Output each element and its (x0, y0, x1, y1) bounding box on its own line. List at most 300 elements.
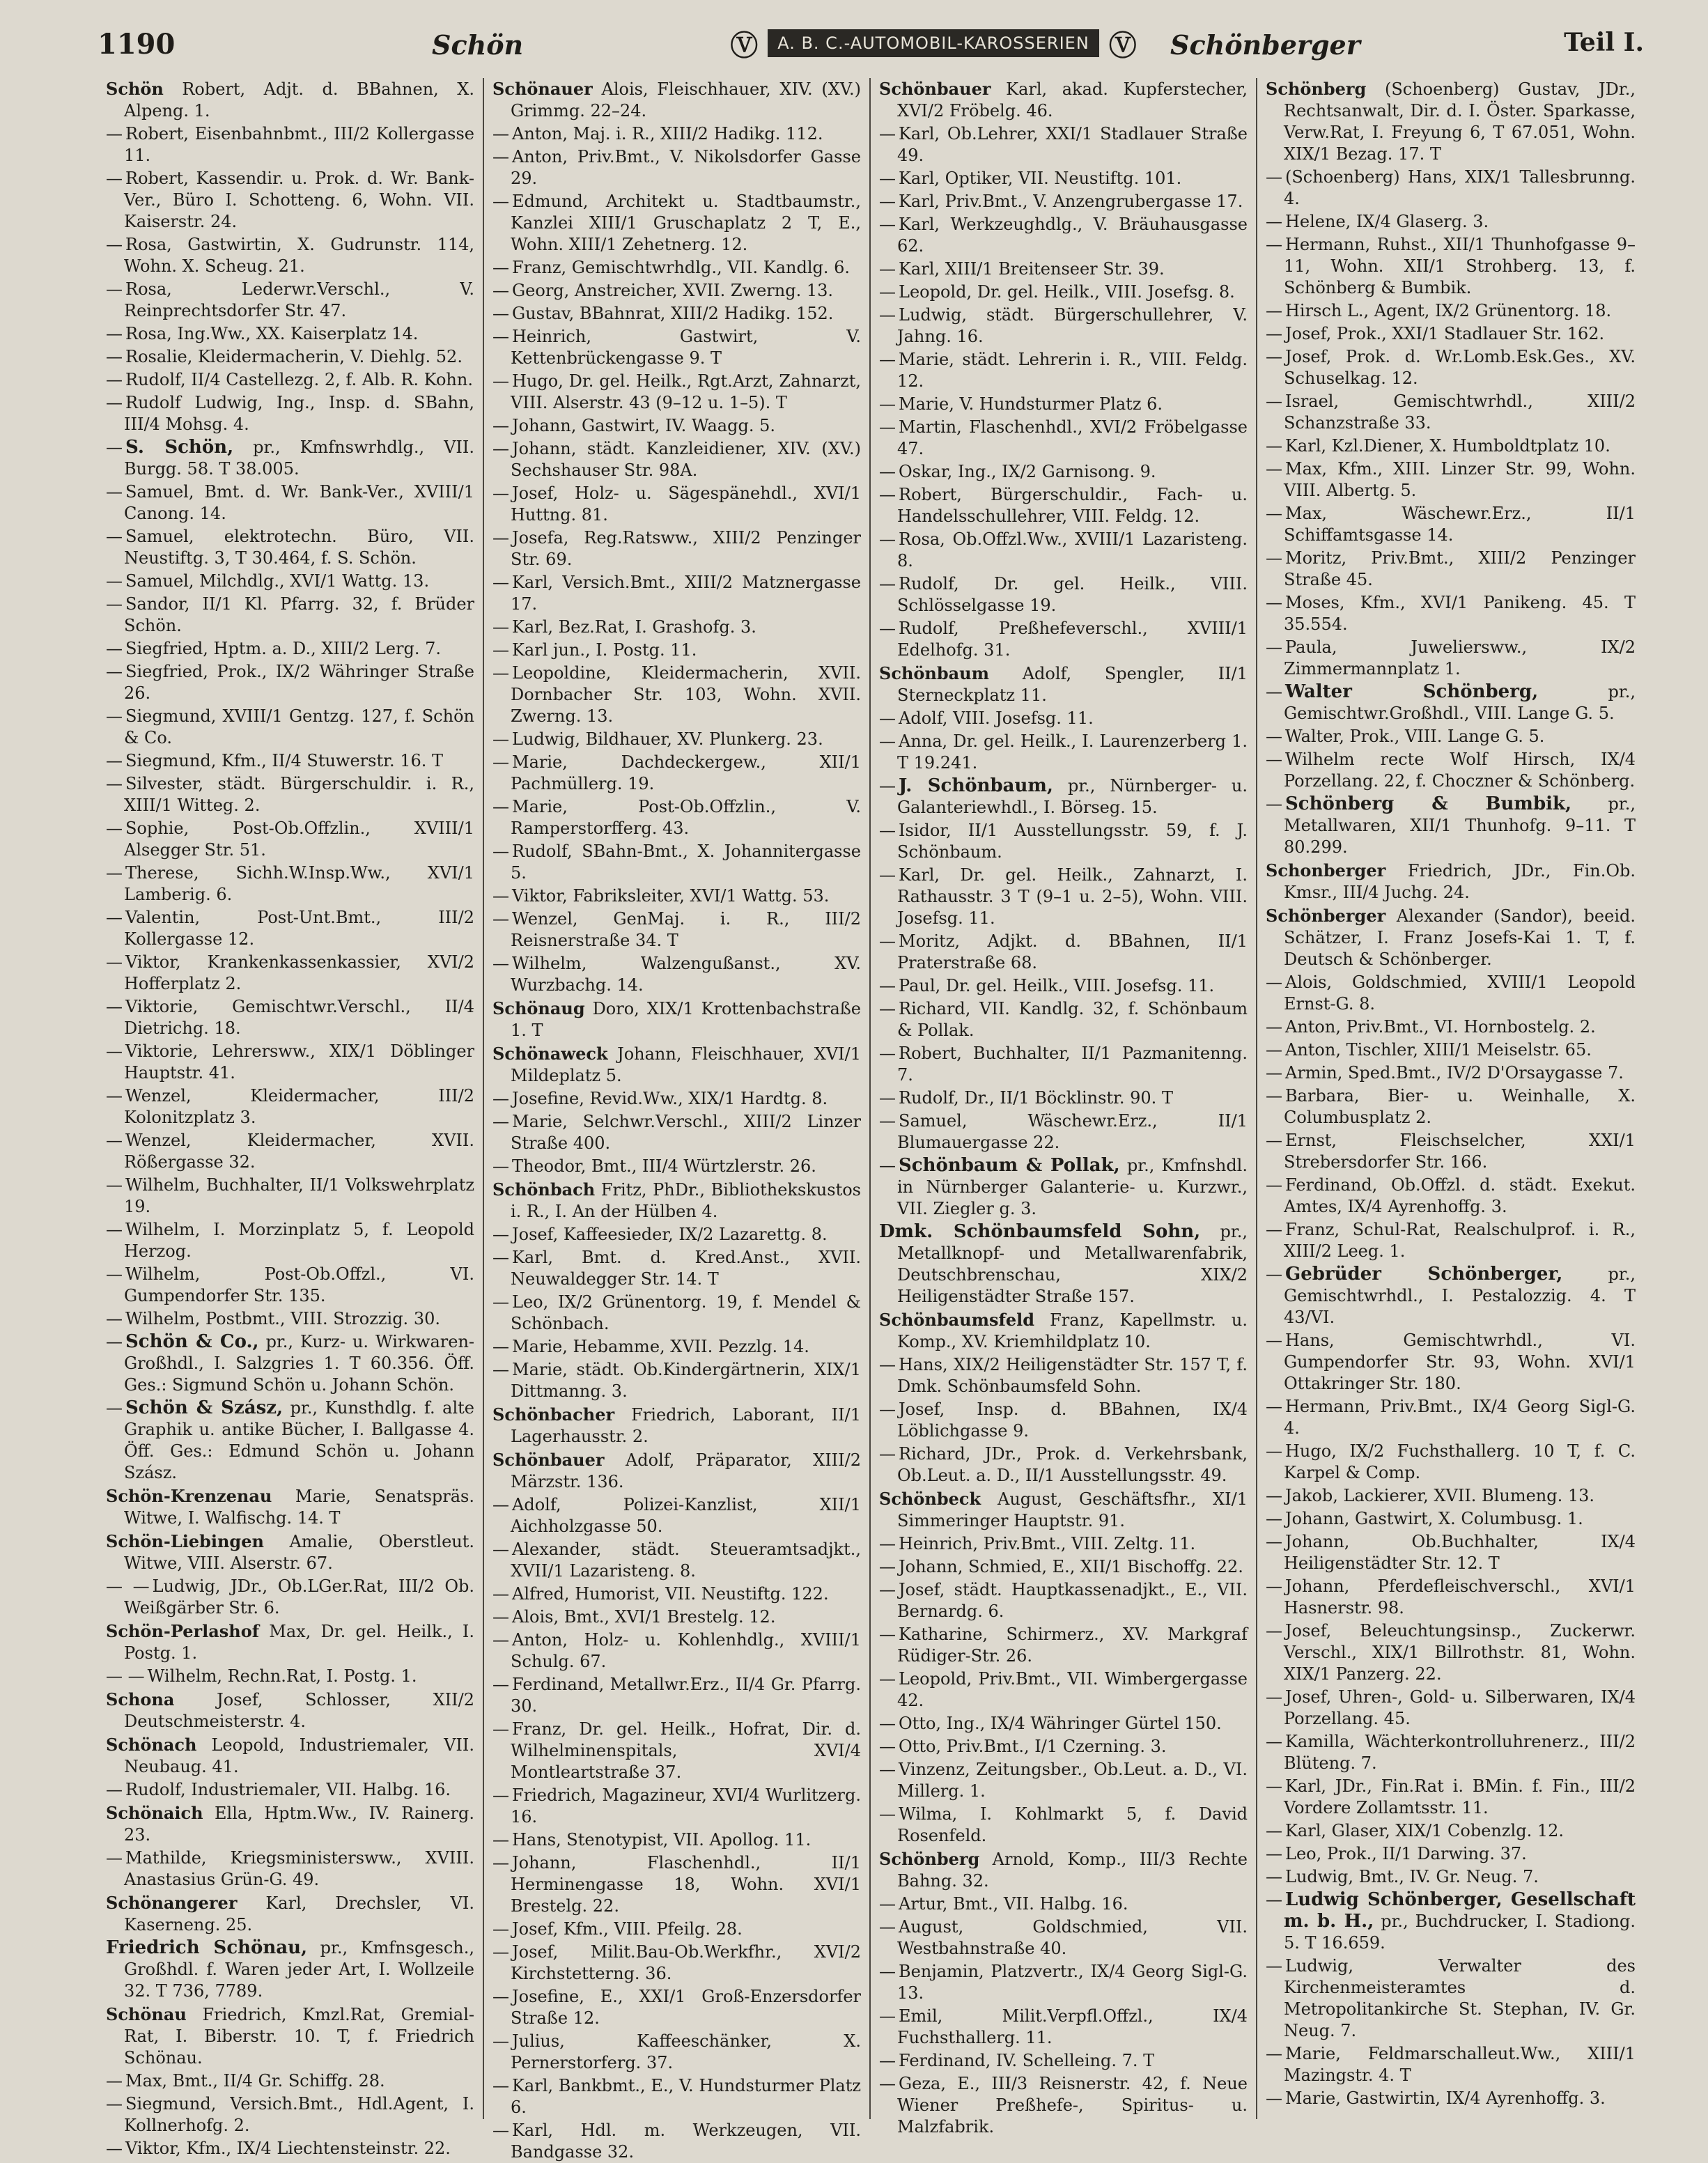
entry-headword: Schönbeck (879, 1489, 981, 1509)
entry-headword: Ludwig Schönberger, Gesellschaft m. b. H., (1284, 1889, 1636, 1932)
directory-entry (879, 1804, 1248, 1847)
entry-headword: Schönbaum & Pollak, (899, 1155, 1120, 1176)
directory-entry (1266, 592, 1636, 635)
directory-entry (879, 258, 1248, 280)
entry-dash: — (879, 215, 896, 234)
directory-entry (1266, 860, 1636, 904)
entry-dash: — (1266, 347, 1282, 366)
entry-text: Karl, JDr., Fin.Rat i. BMin. f. Fin., III/2 Vordere Zollamtsstr. 11. (1284, 1776, 1636, 1817)
entry-dash: — (879, 1917, 896, 1937)
entry-text: Hans, Gemischtwrhdl., VI. Gumpendorfer Str. 93, Wohn. XVI/1 Ottakringer Str. 180. (1284, 1331, 1636, 1393)
entry-dash: — (1266, 1040, 1282, 1060)
directory-entry (1266, 1085, 1636, 1129)
entry-text: Samuel, elektrotechn. Büro, VII. Neustiftg. 3, T 30.464, f. S. Schön. (124, 527, 474, 568)
entry-dash: — (1266, 1264, 1282, 1284)
directory-entry (879, 1043, 1248, 1086)
entry-text: Wilhelm, I. Morzinplatz 5, f. Leopold Herzog. (124, 1220, 474, 1261)
entry-dash: — (879, 931, 896, 951)
column-2 (484, 78, 871, 2162)
entry-dash: — (1266, 548, 1282, 568)
directory-entry (106, 661, 474, 704)
directory-entry (492, 1449, 861, 1493)
directory-entry (106, 1689, 474, 1732)
brand-logo-left-icon: Ⓥ (730, 29, 759, 62)
entry-text: Franz, Kapellmstr. u. Komp., XV. Kriemhildplatz 10. (897, 1310, 1248, 1351)
entry-text: Rudolf, Industriemaler, VII. Halbg. 16. (125, 1780, 451, 1799)
entry-text: Robert, Bürgerschuldir., Fach- u. Handelsschullehrer, VIII. Feldg. 12. (897, 485, 1248, 526)
entry-dash: — (492, 954, 509, 973)
directory-entry (1266, 1620, 1636, 1685)
entry-dash: — (106, 1264, 123, 1284)
entry-headword: J. Schönbaum, (899, 775, 1053, 796)
directory-entry (492, 1156, 861, 1177)
entry-text: Ludwig, städt. Bürgerschullehrer, V. Jahng. 16. (897, 305, 1248, 346)
entry-dash: — (879, 1714, 896, 1733)
entry-text: Anna, Dr. gel. Heilk., I. Laurenzerberg 1. T 19.241. (897, 731, 1248, 773)
directory-entry (492, 1224, 861, 1246)
directory-entry (879, 1488, 1248, 1532)
entry-dash: — (106, 774, 123, 793)
entry-dash: — (106, 594, 123, 614)
entry-text: Robert, Buchhalter, II/1 Pazmanitenng. 7. (897, 1044, 1248, 1085)
entry-text: Franz, Dr. gel. Heilk., Hofrat, Dir. d. Wilhelminenspitals, XVI/4 Montleartstraße 37. (511, 1719, 861, 1782)
entry-dash: — (492, 886, 509, 906)
entry-dash: — (879, 1444, 896, 1464)
entry-text: Adolf, VIII. Josefsg. 11. (899, 708, 1094, 728)
directory-entry (879, 461, 1248, 483)
directory-entry (1266, 346, 1636, 389)
entry-dash: — (1266, 167, 1282, 187)
entry-dash: — (492, 1987, 509, 2006)
entry-dash: — (106, 347, 123, 366)
entry-dash: — (492, 304, 509, 323)
entry-text: Josef, Prok. d. Wr.Lomb.Esk.Ges., XV. Schuselkag. 12. (1284, 347, 1636, 388)
entry-headword: Schönberg (1266, 79, 1367, 99)
entry-dash: — (1266, 1175, 1282, 1195)
entry-dash: — (492, 617, 509, 637)
directory-entry (1266, 1889, 1636, 1954)
directory-entry (879, 529, 1248, 572)
entry-text: Anton, Priv.Bmt., V. Nikolsdorfer Gasse 29. (511, 147, 861, 188)
directory-entry (879, 168, 1248, 189)
entry-dash: — (492, 483, 509, 503)
directory-entry (106, 1041, 474, 1084)
entry-dash: — (1266, 750, 1282, 769)
entry-text: Adolf, Spengler, II/1 Sterneckplatz 11. (897, 664, 1248, 705)
entry-text: Ludwig, Bildhauer, XV. Plunkerg. 23. (512, 729, 823, 749)
directory-entry (106, 1331, 474, 1396)
directory-entry (492, 1918, 861, 1940)
entry-dash: — (879, 124, 896, 144)
entry-dash: — (492, 1156, 509, 1176)
entry-text: Leopold, Priv.Bmt., VII. Wimbergergasse 42. (897, 1669, 1248, 1710)
directory-entry (879, 1533, 1248, 1555)
directory-entry (1266, 2043, 1636, 2086)
entry-text: Karl jun., I. Postg. 11. (512, 640, 697, 660)
entry-text: Edmund, Architekt u. Stadtbaumstr., Kanzlei XIII/1 Gruschaplatz 2 T, E., Wohn. XIII/1 Zehetnerg. 12. (511, 192, 861, 254)
entry-headword: Schönberg & Bumbik, (1285, 793, 1572, 814)
entry-text: Johann, Ob.Buchhalter, IX/4 Heiligenstädter Str. 12. T (1284, 1532, 1636, 1573)
directory-entry (106, 2138, 474, 2160)
entry-text: Samuel, Wäschewr.Erz., II/1 Blumauergasse 22. (897, 1111, 1248, 1152)
entry-headword: Schön-Perlashof (106, 1621, 260, 1641)
directory-entry (106, 234, 474, 277)
directory-entry (492, 1629, 861, 1673)
entry-text: Leo, IX/2 Grünentorg. 19, f. Mendel & Schönbach. (511, 1292, 861, 1333)
entry-text: Heinrich, Gastwirt, V. Kettenbrückengasse 9. T (511, 327, 861, 368)
entry-text: Moritz, Priv.Bmt., XIII/2 Penzinger Straße 45. (1284, 548, 1636, 589)
entry-dash: — (879, 1400, 896, 1419)
directory-entry (106, 526, 474, 569)
entry-dash: — (1266, 1486, 1282, 1505)
entry-headword: Schönbauer (879, 79, 991, 99)
entry-headword: Schön & Co., (125, 1331, 259, 1352)
entry-text: Anton, Holz- u. Kohlenhdlg., XVIII/1 Schulg. 67. (511, 1630, 861, 1671)
directory-entry (492, 796, 861, 839)
entry-text: Hugo, Dr. gel. Heilk., Rgt.Arzt, Zahnarzt, VIII. Alserstr. 43 (9–12 u. 1–5). T (511, 371, 861, 412)
entry-text: Wenzel, GenMaj. i. R., III/2 Reisnerstraße 34. T (511, 909, 861, 950)
entry-text: Friedrich, Kmzl.Rat, Gremial-Rat, I. Biberstr. 10. T, f. Friedrich Schönau. (124, 2005, 474, 2068)
directory-entry (492, 191, 861, 256)
entry-dash: — (492, 1360, 509, 1379)
directory-entry (1266, 1866, 1636, 1888)
directory-entry (106, 437, 474, 480)
entry-dash: — (1266, 1017, 1282, 1037)
entry-headword: Schönaweck (492, 1044, 608, 1064)
entry-text: August, Goldschmied, VII. Westbahnstraße 40. (897, 1917, 1248, 1958)
entry-dash: — (1266, 1867, 1282, 1886)
directory-entry (106, 1666, 474, 1687)
directory-entry (106, 1530, 474, 1574)
directory-entry (879, 281, 1248, 303)
entry-text: Emil, Milit.Verpfl.Offzl., IX/4 Fuchsthallerg. 11. (897, 2006, 1248, 2047)
entry-dash: — (106, 706, 123, 726)
entry-text: Franz, Schul-Rat, Realschulprof. i. R., XIII/2 Leeg. 1. (1284, 1220, 1636, 1261)
entry-dash: — (1266, 1063, 1282, 1083)
entry-headword: Schönangerer (106, 1893, 238, 1913)
entry-dash: — (106, 639, 123, 658)
entry-dash: — (106, 1131, 123, 1150)
entry-dash: — (106, 1309, 123, 1328)
entry-dash: — (1266, 1890, 1282, 1909)
directory-entry (879, 1399, 1248, 1442)
entry-dash: — (492, 909, 509, 929)
entry-dash: — (106, 908, 123, 927)
directory-entry (492, 415, 861, 437)
entry-text: Leopold, Dr. gel. Heilk., VIII. Josefsg. 8. (899, 282, 1235, 302)
right-running-head: Schönberger (1170, 29, 1360, 61)
entry-text: Samuel, Bmt. d. Wr. Bank-Ver., XVIII/1 Canong. 14. (124, 482, 474, 523)
entry-dash: — (1266, 1956, 1282, 1976)
entry-dash: — (1266, 1532, 1282, 1551)
entry-text: Rudolf, Dr., II/1 Böcklinstr. 90. T (899, 1088, 1173, 1108)
directory-entry (879, 1961, 1248, 2004)
directory-entry (1266, 905, 1636, 970)
entry-dash: — (106, 2139, 123, 2158)
entry-text: Marie, Senatspräs. Witwe, I. Walfischg. 14. T (124, 1487, 474, 1528)
entry-dash: — (1266, 682, 1282, 701)
entry-dash: — (879, 1894, 896, 1914)
directory-entry (1266, 78, 1636, 165)
entry-dash: — (1266, 235, 1282, 254)
entry-dash: — (106, 1332, 123, 1351)
entry-dash: — (1266, 1844, 1282, 1863)
entry-dash: — (1266, 727, 1282, 746)
entry-dash: — (1266, 593, 1282, 612)
entry-text: Anton, Tischler, XIII/1 Meiselstr. 65. (1285, 1040, 1592, 1060)
entry-text: August, Geschäftsfhr., XI/1 Simmeringer Hauptstr. 91. (897, 1489, 1248, 1530)
entry-dash: — (492, 439, 509, 458)
entry-text: Friedrich, Magazineur, XVI/4 Wurlitzerg. 16. (511, 1785, 861, 1827)
entry-dash: — (1266, 972, 1282, 992)
entry-text: Samuel, Milchdlg., XVI/1 Wattg. 13. (125, 571, 430, 591)
entry-text: Marie, V. Hundsturmer Platz 6. (899, 394, 1163, 414)
directory-entry (879, 1354, 1248, 1397)
entry-dash: — (106, 124, 123, 144)
directory-entry (106, 594, 474, 637)
directory-entry (106, 1485, 474, 1529)
directory-entry (106, 773, 474, 816)
entry-dash: — (879, 1534, 896, 1553)
directory-entry (106, 818, 474, 861)
entry-dash: — (106, 1041, 123, 1061)
entry-text: pr., Metallknopf- und Metallwarenfabrik, Deutschbrenschau, XIX/2 Heiligenstädter Straße 157. (897, 1222, 1248, 1306)
directory-entry (492, 729, 861, 750)
directory-entry (1266, 1441, 1636, 1484)
entry-dash: — (1266, 1441, 1282, 1461)
entry-text: Siegmund, Versich.Bmt., Hdl.Agent, I. Kollnerhofg. 2. (124, 2094, 474, 2135)
entry-headword: Schönbaumsfeld (879, 1310, 1035, 1330)
directory-entry (879, 1155, 1248, 1220)
directory-entry (1266, 1531, 1636, 1574)
directory-entry (1266, 972, 1636, 1015)
entry-dash: — (106, 2071, 123, 2091)
directory-entry (1266, 166, 1636, 210)
entry-text: Karl, Priv.Bmt., V. Anzengrubergasse 17. (899, 192, 1243, 211)
entry-text: Ludwig, Bmt., IV. Gr. Neug. 7. (1285, 1867, 1539, 1886)
entry-text: Heinrich, Priv.Bmt., VIII. Zeltg. 11. (899, 1534, 1196, 1553)
entry-dash: — (879, 1111, 896, 1131)
directory-entry (492, 1829, 861, 1851)
directory-entry (1266, 548, 1636, 591)
directory-entry (1266, 435, 1636, 457)
entry-dash: — (106, 571, 123, 591)
entry-dash: — (879, 999, 896, 1018)
directory-entry (879, 1087, 1248, 1109)
directory-entry (879, 1624, 1248, 1667)
entry-dash: — (1266, 1821, 1282, 1840)
directory-entry (492, 639, 861, 661)
entry-text: Israel, Gemischtwrhdl., XIII/2 Schanzstraße 33. (1284, 391, 1636, 433)
directory-entry (106, 1802, 474, 1846)
entry-dash: — (879, 417, 896, 437)
entry-text: (Schoenberg) Hans, XIX/1 Tallesbrunng. 4. (1284, 167, 1636, 208)
entry-text: Wilhelm, Walzengußanst., XV. Wurzbachg. 14. (511, 954, 861, 995)
part-label: Teil I. (1564, 28, 1644, 57)
directory-entry (106, 1397, 474, 1484)
entry-headword: Dmk. Schönbaumsfeld Sohn, (879, 1221, 1201, 1242)
directory-entry (879, 1893, 1248, 1915)
directory-entry (1266, 1219, 1636, 1262)
directory-entry (879, 2073, 1248, 2138)
entry-dash: — (492, 281, 509, 300)
directory-entry (106, 1219, 474, 1262)
directory-entry (1266, 1820, 1636, 1842)
entry-text: Gustav, BBahnrat, XIII/2 Hadikg. 152. (512, 304, 834, 323)
entry-text: Franz, Gemischtwrhdlg., VII. Kandlg. 6. (512, 258, 851, 277)
entry-text: Karl, Kzl.Diener, X. Humboldtplatz 10. (1285, 436, 1610, 456)
entry-dash: — (879, 1737, 896, 1756)
entry-text: Otto, Ing., IX/4 Währinger Gürtel 150. (899, 1714, 1222, 1733)
directory-entry (1266, 391, 1636, 434)
entry-text: Josef, Milit.Bau-Ob.Werkfhr., XVI/2 Kirchstetterng. 36. (511, 1942, 861, 1983)
directory-entry (106, 638, 474, 660)
entry-text: Rudolf, Preßhefeverschl., XVIII/1 Edelhofg. 31. (897, 619, 1248, 660)
entry-text: Karl, akad. Kupferstecher, XVI/2 Fröbelg. 46. (897, 79, 1248, 121)
directory-entry (106, 1937, 474, 2002)
directory-entry (1266, 1396, 1636, 1439)
entry-text: Georg, Anstreicher, XVII. Zwerng. 13. (512, 281, 833, 300)
entry-text: Marie, städt. Lehrerin i. R., VIII. Feldg. 12. (897, 350, 1248, 391)
directory-entry (106, 907, 474, 950)
directory-entry (492, 953, 861, 996)
directory-entry (1266, 793, 1636, 858)
entry-text: Hans, XIX/2 Heiligenstädter Str. 157 T, f. Dmk. Schönbaumsfeld Sohn. (897, 1355, 1248, 1396)
directory-entry (879, 191, 1248, 212)
entry-text: Isidor, II/1 Ausstellungsstr. 59, f. J. Schönbaum. (897, 821, 1248, 862)
entry-dash: — (1266, 212, 1282, 231)
column-1 (98, 78, 484, 2158)
entry-dash: — (492, 1719, 509, 1739)
entry-dash: — (492, 663, 509, 683)
entry-text: (Schoenberg) Gustav, JDr., Rechtsanwalt, Dir. d. I. Öster. Sparkasse, Verw.Rat, I. Freyung 6, T 67.051, Wohn. XIX/1 Bezag. 17. T (1284, 79, 1636, 164)
directory-entry (1266, 1843, 1636, 1865)
directory-entry (1266, 1576, 1636, 1619)
entry-text: Rudolf, Dr. gel. Heilk., VIII. Schlösselgasse 19. (897, 574, 1248, 615)
entry-headword: Schön (106, 79, 164, 99)
entry-text: Vinzenz, Zeitungsber., Ob.Leut. a. D., VI. Millerg. 1. (897, 1760, 1248, 1801)
entry-text: Viktor, Fabriksleiter, XVI/1 Wattg. 53. (512, 886, 830, 906)
entry-dash: — (492, 1675, 509, 1694)
entry-text: Ferdinand, Ob.Offzl. d. städt. Exekut. Amtes, IX/4 Ayrenhoffg. 3. (1284, 1175, 1636, 1216)
entry-text: Barbara, Bier- u. Weinhalle, X. Columbusplatz 2. (1284, 1086, 1636, 1127)
directory-entry (492, 1674, 861, 1717)
entry-text: Robert, Eisenbahnbmt., III/2 Kollergasse 11. (124, 124, 474, 165)
entry-text: Siegfried, Prok., IX/2 Währinger Straße 26. (124, 662, 474, 703)
entry-text: pr., Kunsthdlg. f. alte Graphik u. antike Bücher, I. Ballgasse 4. Öff. Ges.: Edmund Schön u. Johann Szász. (124, 1398, 474, 1482)
entry-dash: — (492, 2031, 509, 2051)
entry-text: Karl, Drechsler, VI. Kaserneng. 25. (124, 1893, 474, 1935)
entry-dash: — (106, 279, 123, 299)
entry-dash: — (1266, 794, 1282, 814)
directory-entry (492, 1606, 861, 1628)
directory-entry (492, 1247, 861, 1290)
directory-entry (1266, 681, 1636, 724)
directory-entry (1266, 1130, 1636, 1173)
entry-dash: — (1266, 301, 1282, 320)
entry-text: Johann, städt. Kanzleidiener, XIV. (XV.) Sechshauser Str. 98A. (511, 439, 861, 480)
entry-text: Josef, Beleuchtungsinsp., Zuckerwr. Verschl., XIX/1 Billrothstr. 81, Wohn. XIX/1 Panzerg. 22. (1284, 1621, 1636, 1684)
directory-entry (492, 371, 861, 414)
entry-headword: Schönbauer (492, 1450, 605, 1470)
directory-entry (106, 1847, 474, 1891)
directory-entry (106, 1264, 474, 1307)
directory-entry (879, 618, 1248, 661)
entry-dash: — (492, 1248, 509, 1267)
directory-entry (492, 1941, 861, 1985)
entry-text: Ferdinand, Metallwr.Erz., II/4 Gr. Pfarrg. 30. (511, 1675, 861, 1716)
directory-entry (1266, 1062, 1636, 1084)
directory-entry (106, 750, 474, 772)
entry-dash: — (1266, 1131, 1282, 1150)
directory-entry (1266, 1174, 1636, 1218)
directory-entry (492, 2120, 861, 2163)
entry-dash: — (492, 797, 509, 816)
entry-headword: Schönberger (1266, 906, 1386, 926)
directory-entry (492, 78, 861, 122)
directory-entry (1266, 503, 1636, 546)
entry-text: Johann, Gastwirt, IV. Waagg. 5. (512, 416, 775, 435)
entry-headword: Schönbaum (879, 663, 990, 683)
directory-entry (879, 349, 1248, 392)
entry-text: Rudolf, II/4 Castellezg. 2, f. Alb. R. Kohn. (125, 370, 473, 389)
entry-text: pr., Gemischtwr.Großhdl., VIII. Lange G. 5. (1284, 682, 1636, 723)
directory-entry (106, 279, 474, 322)
entry-text: Siegmund, Kfm., II/4 Stuwerstr. 16. T (125, 751, 443, 770)
directory-entry (106, 123, 474, 166)
entry-dash: — (1266, 504, 1282, 523)
entry-dash: — (106, 324, 123, 343)
entry-text: Doro, XIX/1 Krottenbachstraße 1. T (511, 999, 861, 1040)
directory-entry (879, 1736, 1248, 1758)
entry-dash: — — (106, 1666, 145, 1686)
entry-headword: Schönberg (879, 1849, 980, 1869)
entry-dash: — (106, 1848, 123, 1868)
directory-entry (879, 731, 1248, 774)
entry-text: Josefine, E., XXI/1 Groß-Enzersdorfer Straße 12. (511, 1987, 861, 2028)
entry-text: Josef, Prok., XXI/1 Stadlauer Str. 162. (1285, 324, 1605, 343)
entry-dash: — (492, 1112, 509, 1131)
directory-entry (492, 1111, 861, 1154)
entry-text: pr., Gemischtwrhdl., I. Pestalozzig. 4. T 43/VI. (1284, 1264, 1636, 1327)
entry-text: Karl, Dr. gel. Heilk., Zahnarzt, I. Rathausstr. 3 T (9–1 u. 2–5), Wohn. VIII. Josefsg. 11. (897, 865, 1248, 928)
entry-dash: — (492, 327, 509, 346)
column-3 (871, 78, 1257, 2137)
entry-dash: — (1266, 1220, 1282, 1239)
entry-dash: — (879, 1962, 896, 1981)
entry-text: Wenzel, Kleidermacher, XVII. Rößergasse 32. (124, 1131, 474, 1172)
banner-text: A. B. C.-AUTOMOBIL-KAROSSERIEN (768, 29, 1099, 57)
entry-dash: — (1266, 2088, 1282, 2108)
entry-dash: — (492, 1853, 509, 1873)
directory-entry (106, 2070, 474, 2092)
entry-text: Max, Dr. gel. Heilk., I. Postg. 1. (124, 1622, 474, 1663)
entry-dash: — (879, 462, 896, 481)
directory-entry (879, 975, 1248, 997)
entry-text: Walter, Prok., VIII. Lange G. 5. (1285, 727, 1545, 746)
entry-text: pr., Kurz- u. Wirkwaren-Großhdl., I. Salzgries 1. T 60.356. Öff. Ges.: Sigmund Schön u. Johann Schön. (124, 1332, 475, 1395)
brand-logo-right-icon: Ⓥ (1108, 29, 1137, 62)
entry-text: Rosa, Gastwirtin, X. Gudrunstr. 114, Wohn. X. Scheug. 21. (124, 235, 474, 276)
directory-entry (879, 1579, 1248, 1622)
entry-text: Alexander (Sandor), beeid. Schätzer, I. Franz Josefs-Kai 1. T, f. Deutsch & Schönberger. (1284, 906, 1636, 969)
entry-text: Valentin, Post-Unt.Bmt., III/2 Kollergasse 12. (124, 908, 474, 949)
entry-text: pr., Kmfnshdl. in Nürnberger Galanterie- u. Kurzwr., VII. Ziegler g. 3. (897, 1156, 1248, 1218)
directory-entry (1266, 1264, 1636, 1328)
entry-text: Leopold, Industriemaler, VII. Neubaug. 41. (124, 1735, 474, 1776)
entry-dash: — (492, 147, 509, 166)
entry-dash: — (879, 821, 896, 840)
